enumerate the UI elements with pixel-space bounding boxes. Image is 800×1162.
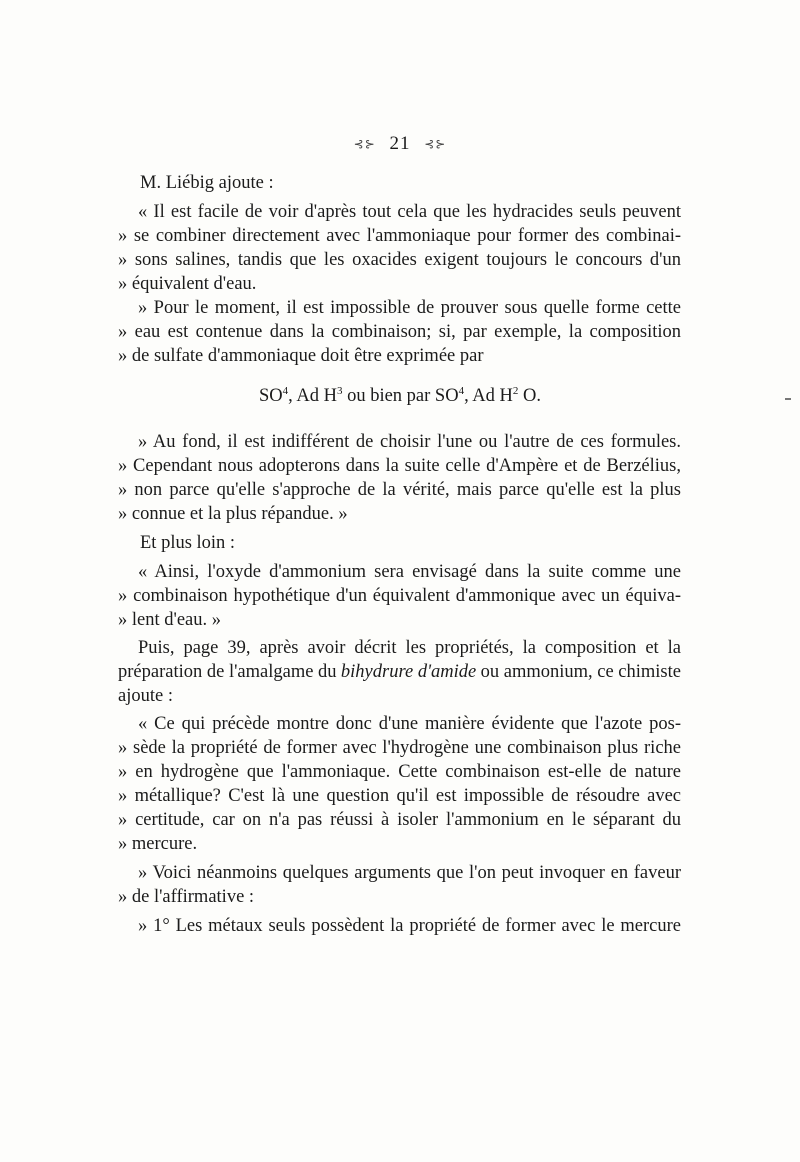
text-line: » eau est contenue dans la combinaison; si, par exemple, la composition (118, 322, 681, 342)
text-line: » Au fond, il est indifférent de choisir l'une ou l'autre de ces formules. (138, 432, 681, 452)
text-line: » sons salines, tandis que les oxacides exigent toujours le concours d'un (118, 250, 681, 270)
formula-sup: 4 (282, 385, 289, 397)
text-line: » mercure. (118, 834, 198, 854)
text-line: » combinaison hypothétique d'un équivalent d'ammonique avec un équiva- (118, 586, 681, 606)
formula-sup: 4 (458, 385, 465, 397)
text-line: « Ainsi, l'oxyde d'ammonium sera envisagé dans la suite comme une (138, 562, 681, 582)
text-span: préparation de l'amalgame du (118, 662, 337, 682)
text-line-mixed (118, 660, 681, 684)
formula-part: SO (434, 386, 459, 406)
text-line: » lent d'eau. » (118, 610, 221, 630)
formula-sup: 2 (512, 385, 519, 397)
text-line: » non parce qu'elle s'approche de la vérité, mais parce qu'elle est la plus (118, 480, 681, 500)
italic-term: bihydrure d'amide (340, 662, 477, 682)
text-line: ajoute : (118, 686, 173, 706)
text-line: » 1° Les métaux seuls possèdent la propriété de former avec le mercure (138, 916, 681, 936)
text-line: » Voici néanmoins quelques arguments que l'on peut invoquer en faveur (138, 863, 681, 883)
text-line: » de l'affirmative : (118, 887, 255, 907)
text-line: « Il est facile de voir d'après tout cela que les hydracides seuls peuvent (138, 202, 681, 222)
margin-mark (785, 398, 791, 400)
page-header (0, 133, 800, 155)
formula-sup: 3 (336, 385, 343, 397)
text-line: « Ce qui précède montre donc d'une manière évidente que l'azote pos- (138, 714, 681, 734)
formula-part: ou bien par (342, 386, 435, 406)
text-line: » de sulfate d'ammoniaque doit être exprimée par (118, 346, 484, 366)
text-line: » équivalent d'eau. (118, 274, 257, 294)
text-line: » sède la propriété de former avec l'hydrogène une combinaison plus riche (118, 738, 681, 758)
text-line: » métallique? C'est là une question qu'il est impossible de résoudre avec (118, 786, 681, 806)
formula-part: SO (258, 386, 283, 406)
text-line: » certitude, car on n'a pas réussi à isoler l'ammonium en le séparant du (118, 810, 681, 830)
text-span: ou ammonium, ce chimiste (480, 662, 681, 682)
text-line: M. Liébig ajoute : (140, 173, 274, 193)
formula-part: O. (518, 386, 542, 406)
text-line: » connue et la plus répandue. » (118, 504, 348, 524)
ornament-left-icon: ⊰⊱ (353, 137, 376, 152)
text-line: » en hydrogène que l'ammoniaque. Cette combinaison est-elle de nature (118, 762, 681, 782)
text-line: » Pour le moment, il est impossible de prouver sous quelle forme cette (138, 298, 681, 318)
text-line: » Cependant nous adopterons dans la suite celle d'Ampère et de Berzélius, (118, 456, 681, 476)
ornament-right-icon: ⊰⊱ (424, 137, 447, 152)
page-number: 21 (389, 133, 411, 154)
text-line: Puis, page 39, après avoir décrit les propriétés, la composition et la (138, 638, 681, 658)
formula-part: , Ad H (464, 386, 513, 406)
formula-part: , Ad H (288, 386, 337, 406)
text-line: Et plus loin : (140, 533, 236, 553)
text-line: » se combiner directement avec l'ammoniaque pour former des combinai- (118, 226, 681, 246)
chemical-formula (0, 384, 800, 408)
